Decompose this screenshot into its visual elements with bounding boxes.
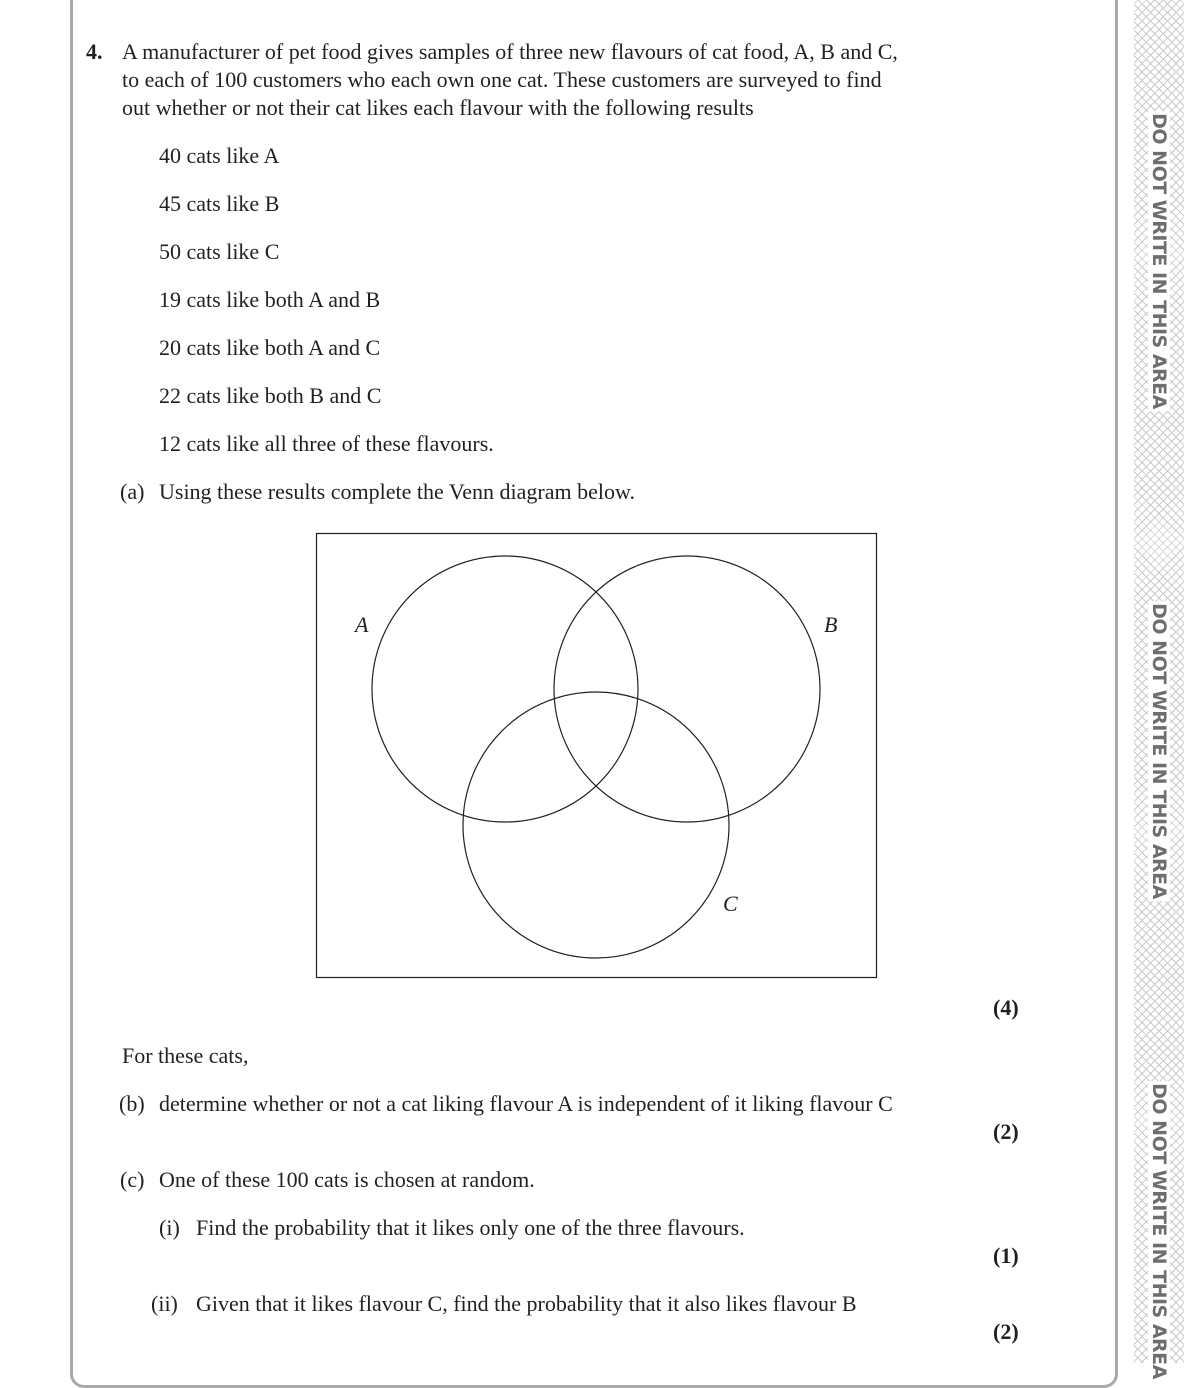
margin-warning: DO NOT WRITE IN THIS AREA [1148,113,1170,409]
part-c-i-marks: (1) [993,1243,1019,1268]
part-c-label: (c) [120,1167,145,1192]
venn-universal-box [317,534,877,978]
part-c-ii-text: Given that it likes flavour C, find the probability that it also likes flavour B [196,1291,857,1316]
intro-line: out whether or not their cat likes each flavour with the following results [122,95,754,120]
margin-warning: DO NOT WRITE IN THIS AREA [1148,603,1170,899]
venn-circle-c [463,692,729,958]
part-a-label: (a) [120,479,145,504]
result-item: 45 cats like B [159,191,280,216]
question-number: 4. [86,39,103,64]
part-b-text: determine whether or not a cat liking flavour A is independent of it liking flavour C [159,1091,893,1116]
result-item: 50 cats like C [159,239,280,264]
result-item: 12 cats like all three of these flavours. [159,431,494,456]
venn-label-c: C [723,891,738,916]
part-a-text: Using these results complete the Venn diagram below. [159,479,635,504]
part-c-i-text: Find the probability that it likes only one of the three flavours. [196,1215,745,1240]
part-c-i-label: (i) [159,1215,180,1240]
for-these-cats: For these cats, [122,1043,249,1068]
part-c-text: One of these 100 cats is chosen at random. [159,1167,535,1192]
part-a-marks: (4) [993,995,1019,1020]
venn-circle-b [554,556,820,822]
result-item: 20 cats like both A and C [159,335,381,360]
part-c-ii-label: (ii) [151,1291,178,1316]
venn-label-b: B [824,612,838,637]
part-b-label: (b) [119,1091,145,1116]
result-item: 19 cats like both A and B [159,287,381,312]
intro-line: A manufacturer of pet food gives samples of three new flavours of cat food, A, B and C, [122,39,898,64]
result-item: 22 cats like both B and C [159,383,382,408]
margin-warning: DO NOT WRITE IN THIS AREA [1148,1083,1170,1379]
venn-label-a: A [355,612,369,637]
part-c-ii-marks: (2) [993,1319,1019,1344]
part-b-marks: (2) [993,1119,1019,1144]
intro-line: to each of 100 customers who each own one cat. These customers are surveyed to find [122,67,882,92]
venn-circle-a [372,556,638,822]
result-item: 40 cats like A [159,143,280,168]
